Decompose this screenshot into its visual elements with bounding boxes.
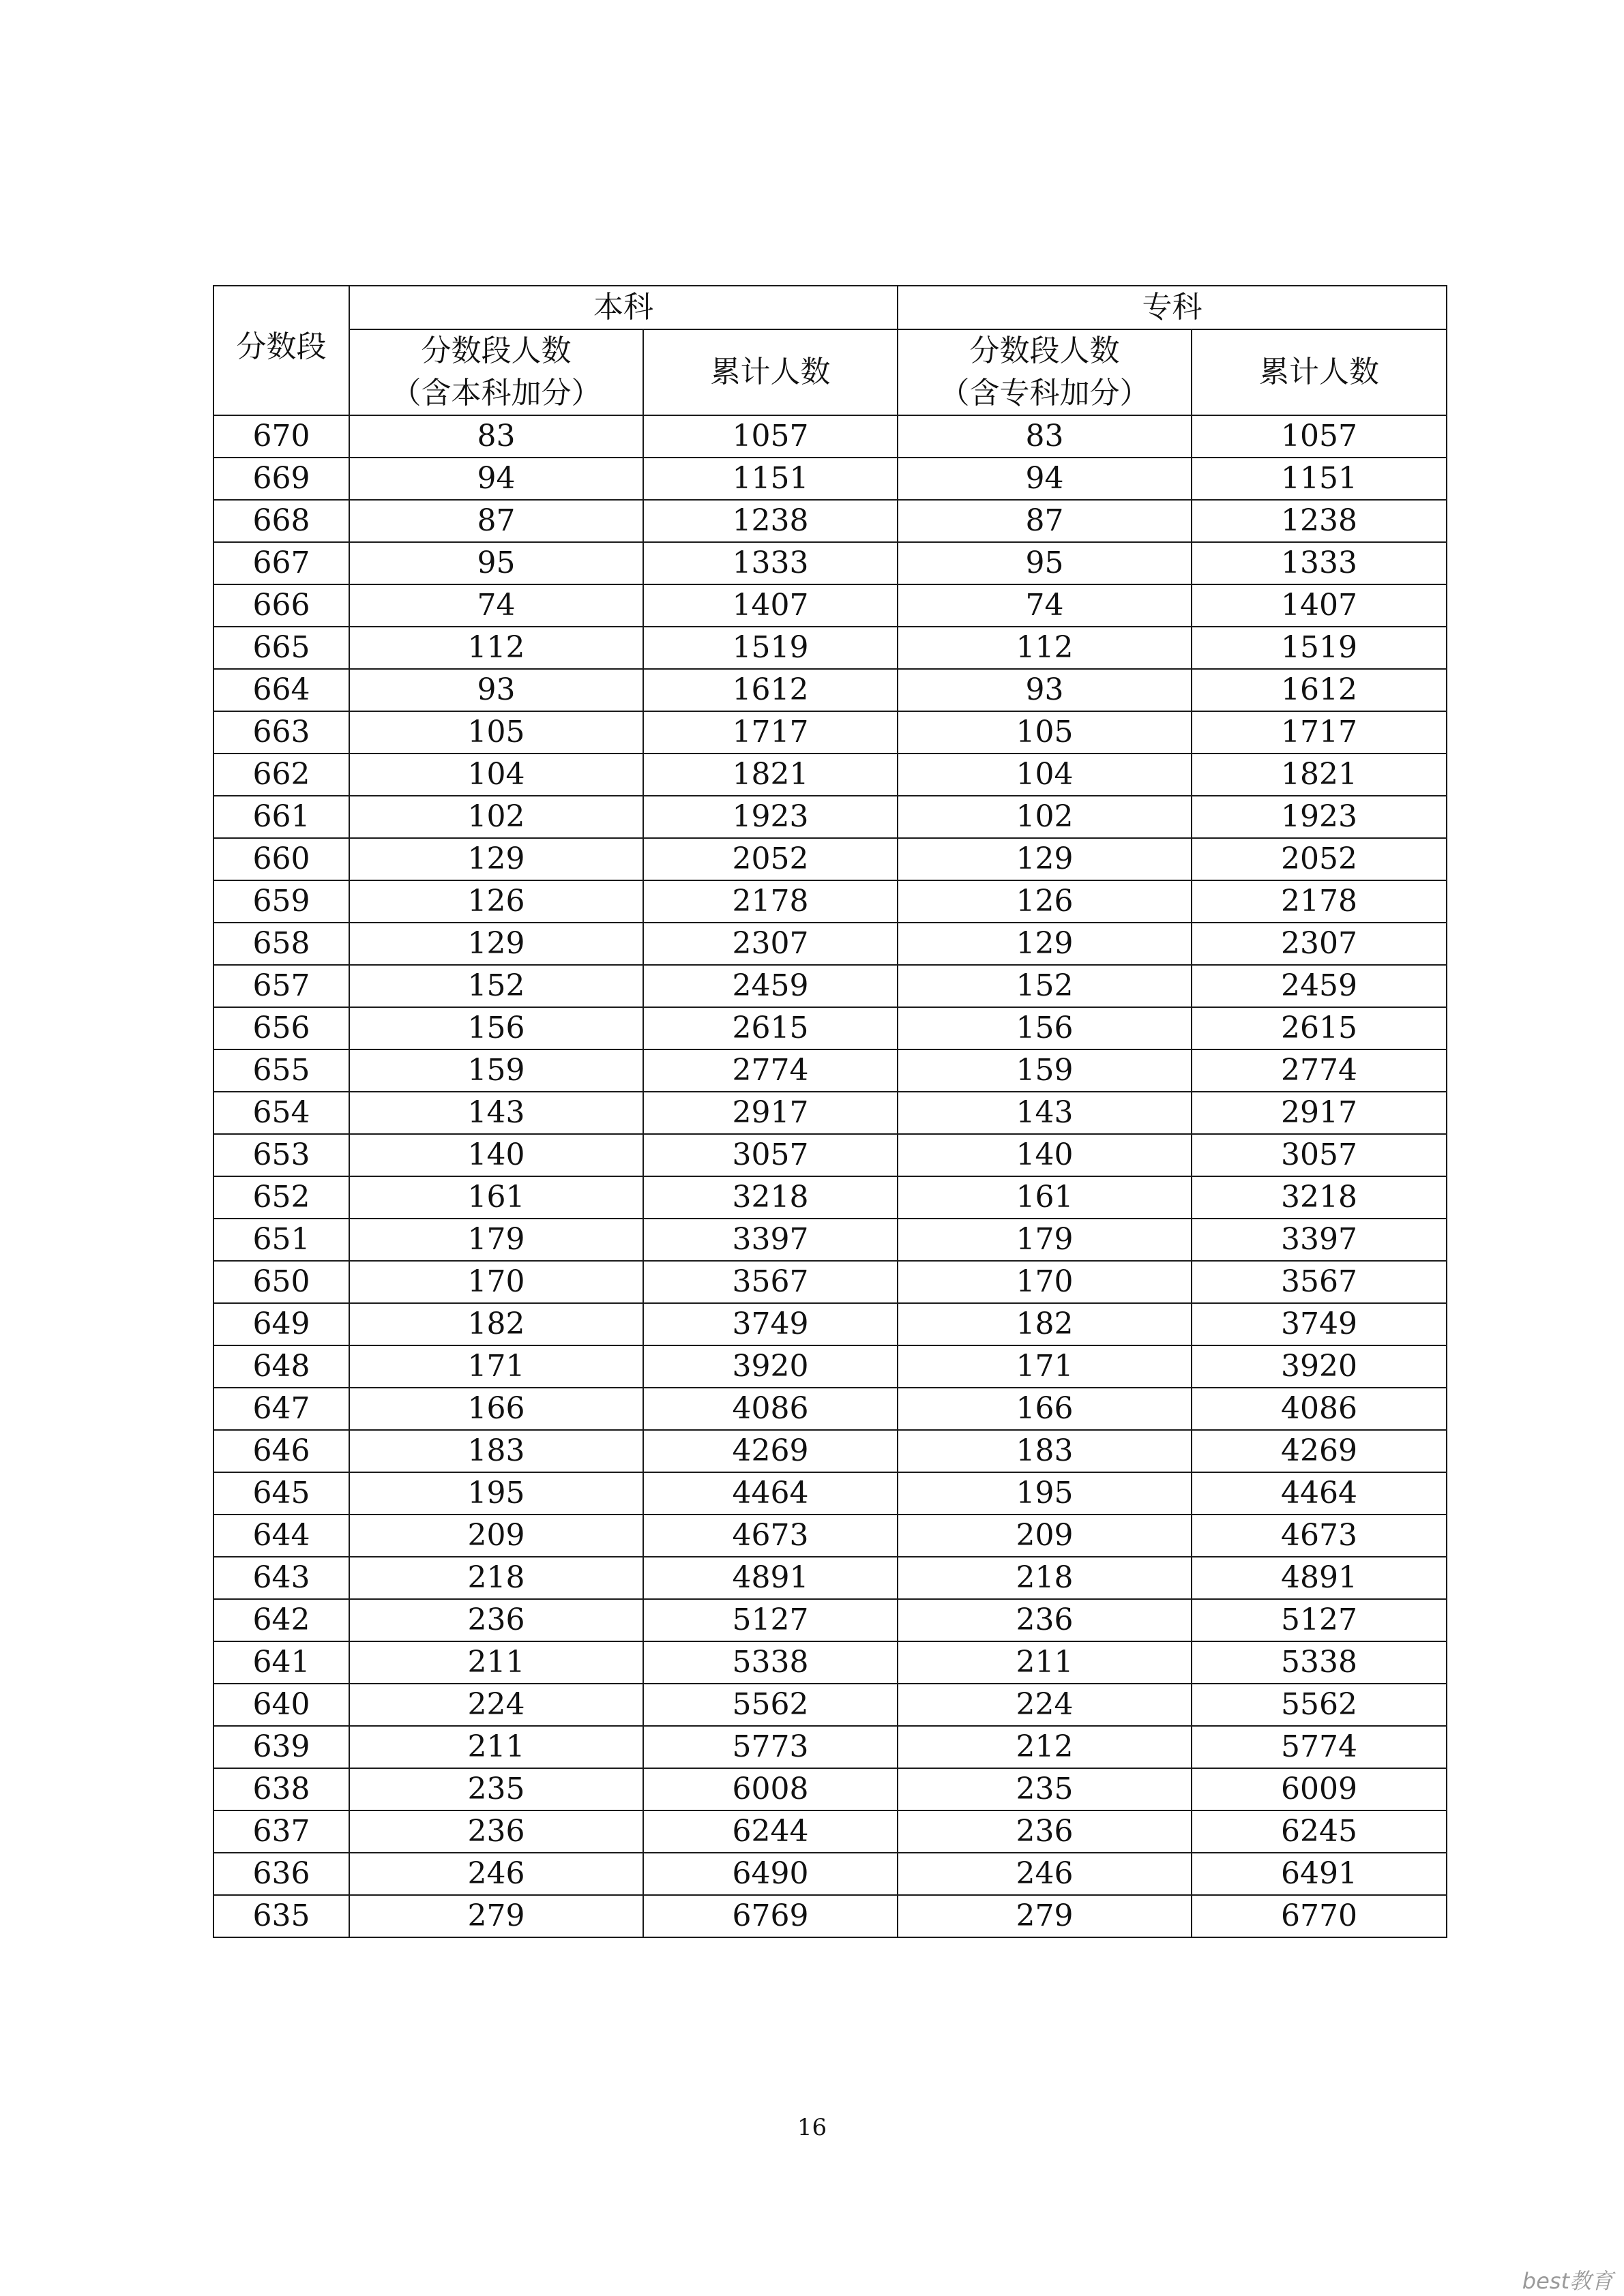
header-row-groups xyxy=(213,286,1447,329)
undergrad-cumulative-cell: 2459 xyxy=(643,965,898,1007)
vocational-cumulative-cell: 1821 xyxy=(1192,754,1447,796)
score-band-cell: 644 xyxy=(213,1515,349,1557)
score-band-cell: 647 xyxy=(213,1388,349,1430)
undergrad-count-cell: 152 xyxy=(349,965,643,1007)
vocational-count-cell: 236 xyxy=(898,1810,1192,1853)
undergrad-count-cell: 94 xyxy=(349,458,643,500)
table-row xyxy=(213,1303,1447,1345)
vocational-count-cell: 102 xyxy=(898,796,1192,838)
vocational-count-cell: 218 xyxy=(898,1557,1192,1599)
score-band-cell: 646 xyxy=(213,1430,349,1472)
undergrad-count-cell: 74 xyxy=(349,584,643,627)
table-row xyxy=(213,1388,1447,1430)
vocational-count-header-line2: （含专科加分） xyxy=(939,376,1150,411)
vocational-count-cell: 143 xyxy=(898,1092,1192,1134)
vocational-cumulative-cell: 4269 xyxy=(1192,1430,1447,1472)
undergrad-cumulative-cell: 3397 xyxy=(643,1219,898,1261)
undergrad-count-cell: 161 xyxy=(349,1176,643,1219)
vocational-count-cell: 182 xyxy=(898,1303,1192,1345)
undergrad-cumulative-cell: 6490 xyxy=(643,1853,898,1895)
table-row xyxy=(213,1515,1447,1557)
undergrad-count-cell: 112 xyxy=(349,627,643,669)
vocational-cumulative-cell: 6770 xyxy=(1192,1895,1447,1937)
undergrad-cumulative-cell: 1238 xyxy=(643,500,898,542)
score-distribution-table xyxy=(213,285,1447,1938)
undergrad-count-cell: 105 xyxy=(349,711,643,754)
score-band-cell: 658 xyxy=(213,923,349,965)
score-band-cell: 655 xyxy=(213,1049,349,1092)
table-row xyxy=(213,669,1447,711)
vocational-count-cell: 112 xyxy=(898,627,1192,669)
vocational-count-cell: 156 xyxy=(898,1007,1192,1049)
score-band-cell: 660 xyxy=(213,838,349,880)
vocational-cumulative-cell: 1612 xyxy=(1192,669,1447,711)
vocational-cumulative-cell: 2178 xyxy=(1192,880,1447,923)
undergrad-cumulative-header: 累计人数 xyxy=(643,329,898,415)
vocational-cumulative-cell: 1333 xyxy=(1192,542,1447,584)
vocational-cumulative-cell: 2917 xyxy=(1192,1092,1447,1134)
table-header xyxy=(213,286,1447,415)
undergrad-count-header xyxy=(349,329,643,415)
vocational-cumulative-cell: 5774 xyxy=(1192,1726,1447,1768)
score-band-cell: 649 xyxy=(213,1303,349,1345)
undergrad-count-cell: 246 xyxy=(349,1853,643,1895)
undergrad-count-cell: 209 xyxy=(349,1515,643,1557)
undergrad-count-cell: 171 xyxy=(349,1345,643,1388)
score-band-cell: 670 xyxy=(213,415,349,458)
vocational-cumulative-cell: 6491 xyxy=(1192,1853,1447,1895)
undergrad-cumulative-cell: 2615 xyxy=(643,1007,898,1049)
undergrad-count-cell: 182 xyxy=(349,1303,643,1345)
score-band-cell: 657 xyxy=(213,965,349,1007)
undergrad-cumulative-cell: 3920 xyxy=(643,1345,898,1388)
table-row xyxy=(213,923,1447,965)
undergrad-cumulative-cell: 5562 xyxy=(643,1684,898,1726)
undergrad-cumulative-cell: 4464 xyxy=(643,1472,898,1515)
table-row xyxy=(213,627,1447,669)
vocational-count-cell: 129 xyxy=(898,923,1192,965)
vocational-cumulative-cell: 2459 xyxy=(1192,965,1447,1007)
vocational-cumulative-cell: 1923 xyxy=(1192,796,1447,838)
undergrad-count-header-line1: 分数段人数 xyxy=(421,333,572,368)
vocational-cumulative-cell: 5127 xyxy=(1192,1599,1447,1641)
undergrad-cumulative-cell: 2052 xyxy=(643,838,898,880)
undergrad-count-cell: 211 xyxy=(349,1641,643,1684)
vocational-cumulative-cell: 3057 xyxy=(1192,1134,1447,1176)
score-band-cell: 641 xyxy=(213,1641,349,1684)
vocational-count-cell: 152 xyxy=(898,965,1192,1007)
vocational-cumulative-header: 累计人数 xyxy=(1192,329,1447,415)
undergrad-count-cell: 166 xyxy=(349,1388,643,1430)
vocational-cumulative-cell: 1717 xyxy=(1192,711,1447,754)
undergrad-count-cell: 236 xyxy=(349,1810,643,1853)
score-band-cell: 659 xyxy=(213,880,349,923)
vocational-count-cell: 159 xyxy=(898,1049,1192,1092)
table-row xyxy=(213,500,1447,542)
table-row xyxy=(213,796,1447,838)
undergrad-cumulative-cell: 4891 xyxy=(643,1557,898,1599)
vocational-cumulative-cell: 3567 xyxy=(1192,1261,1447,1303)
vocational-count-cell: 171 xyxy=(898,1345,1192,1388)
undergrad-cumulative-cell: 2307 xyxy=(643,923,898,965)
undergrad-count-cell: 126 xyxy=(349,880,643,923)
vocational-cumulative-cell: 4673 xyxy=(1192,1515,1447,1557)
table-row xyxy=(213,1684,1447,1726)
score-band-cell: 640 xyxy=(213,1684,349,1726)
table-row xyxy=(213,584,1447,627)
table-row xyxy=(213,711,1447,754)
score-band-cell: 666 xyxy=(213,584,349,627)
table-row xyxy=(213,838,1447,880)
score-band-cell: 645 xyxy=(213,1472,349,1515)
undergrad-count-cell: 95 xyxy=(349,542,643,584)
vocational-cumulative-cell: 4891 xyxy=(1192,1557,1447,1599)
undergrad-count-cell: 170 xyxy=(349,1261,643,1303)
score-band-cell: 668 xyxy=(213,500,349,542)
vocational-count-cell: 235 xyxy=(898,1768,1192,1810)
undergrad-cumulative-cell: 1057 xyxy=(643,415,898,458)
vocational-count-cell: 279 xyxy=(898,1895,1192,1937)
score-band-cell: 635 xyxy=(213,1895,349,1937)
table-body xyxy=(213,415,1447,1937)
vocational-cumulative-cell: 1238 xyxy=(1192,500,1447,542)
table-row xyxy=(213,1049,1447,1092)
score-band-cell: 664 xyxy=(213,669,349,711)
vocational-cumulative-cell: 1519 xyxy=(1192,627,1447,669)
undergrad-count-cell: 156 xyxy=(349,1007,643,1049)
vocational-cumulative-cell: 2052 xyxy=(1192,838,1447,880)
undergrad-cumulative-cell: 4269 xyxy=(643,1430,898,1472)
undergrad-cumulative-cell: 1333 xyxy=(643,542,898,584)
undergrad-cumulative-cell: 6008 xyxy=(643,1768,898,1810)
score-band-cell: 656 xyxy=(213,1007,349,1049)
table-row xyxy=(213,1134,1447,1176)
undergrad-cumulative-cell: 3057 xyxy=(643,1134,898,1176)
vocational-count-cell: 93 xyxy=(898,669,1192,711)
table-row xyxy=(213,415,1447,458)
score-band-cell: 669 xyxy=(213,458,349,500)
table-row xyxy=(213,1219,1447,1261)
vocational-cumulative-cell: 4464 xyxy=(1192,1472,1447,1515)
table-row xyxy=(213,1430,1447,1472)
score-band-cell: 651 xyxy=(213,1219,349,1261)
score-band-cell: 653 xyxy=(213,1134,349,1176)
vocational-count-cell: 166 xyxy=(898,1388,1192,1430)
score-band-cell: 654 xyxy=(213,1092,349,1134)
score-band-cell: 662 xyxy=(213,754,349,796)
table-row xyxy=(213,1472,1447,1515)
undergrad-cumulative-cell: 3218 xyxy=(643,1176,898,1219)
vocational-count-cell: 94 xyxy=(898,458,1192,500)
vocational-count-cell: 87 xyxy=(898,500,1192,542)
undergrad-count-cell: 102 xyxy=(349,796,643,838)
undergrad-count-cell: 83 xyxy=(349,415,643,458)
vocational-cumulative-cell: 2774 xyxy=(1192,1049,1447,1092)
table-row xyxy=(213,1345,1447,1388)
undergrad-count-cell: 224 xyxy=(349,1684,643,1726)
undergrad-count-cell: 87 xyxy=(349,500,643,542)
undergrad-cumulative-cell: 6769 xyxy=(643,1895,898,1937)
table-row xyxy=(213,1895,1447,1937)
vocational-cumulative-cell: 3397 xyxy=(1192,1219,1447,1261)
undergrad-cumulative-cell: 2774 xyxy=(643,1049,898,1092)
undergrad-cumulative-cell: 1519 xyxy=(643,627,898,669)
undergrad-cumulative-cell: 2917 xyxy=(643,1092,898,1134)
score-band-cell: 661 xyxy=(213,796,349,838)
vocational-cumulative-cell: 6245 xyxy=(1192,1810,1447,1853)
vocational-count-cell: 83 xyxy=(898,415,1192,458)
undergrad-count-cell: 236 xyxy=(349,1599,643,1641)
undergrad-cumulative-cell: 5338 xyxy=(643,1641,898,1684)
vocational-count-cell: 183 xyxy=(898,1430,1192,1472)
undergrad-cumulative-cell: 1612 xyxy=(643,669,898,711)
undergrad-cumulative-cell: 2178 xyxy=(643,880,898,923)
vocational-cumulative-cell: 1151 xyxy=(1192,458,1447,500)
undergrad-count-header-line2: （含本科加分） xyxy=(391,376,602,411)
vocational-count-cell: 170 xyxy=(898,1261,1192,1303)
score-band-cell: 636 xyxy=(213,1853,349,1895)
vocational-count-cell: 129 xyxy=(898,838,1192,880)
undergrad-cumulative-cell: 1923 xyxy=(643,796,898,838)
table-row xyxy=(213,1557,1447,1599)
vocational-cumulative-cell: 4086 xyxy=(1192,1388,1447,1430)
undergrad-count-cell: 183 xyxy=(349,1430,643,1472)
undergrad-cumulative-cell: 3749 xyxy=(643,1303,898,1345)
undergrad-count-cell: 93 xyxy=(349,669,643,711)
score-band-cell: 650 xyxy=(213,1261,349,1303)
table-row xyxy=(213,1810,1447,1853)
undergrad-count-cell: 159 xyxy=(349,1049,643,1092)
table-row xyxy=(213,1726,1447,1768)
vocational-cumulative-cell: 3920 xyxy=(1192,1345,1447,1388)
vocational-count-cell: 211 xyxy=(898,1641,1192,1684)
score-band-cell: 637 xyxy=(213,1810,349,1853)
score-band-cell: 638 xyxy=(213,1768,349,1810)
undergrad-cumulative-cell: 3567 xyxy=(643,1261,898,1303)
vocational-cumulative-cell: 6009 xyxy=(1192,1768,1447,1810)
undergrad-group-header: 本科 xyxy=(349,286,898,329)
vocational-cumulative-cell: 1057 xyxy=(1192,415,1447,458)
undergrad-count-cell: 195 xyxy=(349,1472,643,1515)
table-row xyxy=(213,1261,1447,1303)
vocational-count-cell: 246 xyxy=(898,1853,1192,1895)
undergrad-cumulative-cell: 4673 xyxy=(643,1515,898,1557)
vocational-group-header: 专科 xyxy=(898,286,1447,329)
score-band-cell: 643 xyxy=(213,1557,349,1599)
undergrad-cumulative-cell: 1717 xyxy=(643,711,898,754)
vocational-cumulative-cell: 1407 xyxy=(1192,584,1447,627)
table-row xyxy=(213,1641,1447,1684)
vocational-count-cell: 95 xyxy=(898,542,1192,584)
page-number: 16 xyxy=(797,2114,827,2141)
score-band-cell: 639 xyxy=(213,1726,349,1768)
undergrad-count-cell: 235 xyxy=(349,1768,643,1810)
undergrad-count-cell: 218 xyxy=(349,1557,643,1599)
vocational-count-cell: 212 xyxy=(898,1726,1192,1768)
vocational-cumulative-cell: 3218 xyxy=(1192,1176,1447,1219)
score-band-cell: 667 xyxy=(213,542,349,584)
score-band-cell: 652 xyxy=(213,1176,349,1219)
table-row xyxy=(213,1092,1447,1134)
vocational-count-header-line1: 分数段人数 xyxy=(969,333,1120,368)
undergrad-count-cell: 211 xyxy=(349,1726,643,1768)
undergrad-count-cell: 129 xyxy=(349,838,643,880)
vocational-count-cell: 74 xyxy=(898,584,1192,627)
score-band-header: 分数段 xyxy=(213,286,349,415)
table-row xyxy=(213,880,1447,923)
score-band-cell: 665 xyxy=(213,627,349,669)
watermark: best教育 xyxy=(1522,2268,1613,2294)
undergrad-cumulative-cell: 1407 xyxy=(643,584,898,627)
score-band-cell: 642 xyxy=(213,1599,349,1641)
table-row xyxy=(213,1176,1447,1219)
vocational-count-cell: 140 xyxy=(898,1134,1192,1176)
table-row xyxy=(213,1007,1447,1049)
undergrad-cumulative-cell: 6244 xyxy=(643,1810,898,1853)
vocational-count-cell: 195 xyxy=(898,1472,1192,1515)
vocational-count-cell: 161 xyxy=(898,1176,1192,1219)
table-row xyxy=(213,754,1447,796)
table-row xyxy=(213,542,1447,584)
vocational-cumulative-cell: 5338 xyxy=(1192,1641,1447,1684)
vocational-cumulative-cell: 2615 xyxy=(1192,1007,1447,1049)
score-band-cell: 663 xyxy=(213,711,349,754)
table-row xyxy=(213,1768,1447,1810)
undergrad-cumulative-cell: 5773 xyxy=(643,1726,898,1768)
vocational-count-header xyxy=(898,329,1192,415)
vocational-count-cell: 179 xyxy=(898,1219,1192,1261)
table-row xyxy=(213,1599,1447,1641)
undergrad-count-cell: 279 xyxy=(349,1895,643,1937)
undergrad-count-cell: 129 xyxy=(349,923,643,965)
undergrad-count-cell: 140 xyxy=(349,1134,643,1176)
table-row xyxy=(213,1853,1447,1895)
undergrad-cumulative-cell: 5127 xyxy=(643,1599,898,1641)
header-row-columns xyxy=(213,329,1447,415)
undergrad-count-cell: 179 xyxy=(349,1219,643,1261)
vocational-count-cell: 224 xyxy=(898,1684,1192,1726)
undergrad-cumulative-cell: 4086 xyxy=(643,1388,898,1430)
vocational-count-cell: 209 xyxy=(898,1515,1192,1557)
vocational-count-cell: 126 xyxy=(898,880,1192,923)
vocational-cumulative-cell: 5562 xyxy=(1192,1684,1447,1726)
undergrad-cumulative-cell: 1821 xyxy=(643,754,898,796)
undergrad-cumulative-cell: 1151 xyxy=(643,458,898,500)
vocational-cumulative-cell: 2307 xyxy=(1192,923,1447,965)
undergrad-count-cell: 143 xyxy=(349,1092,643,1134)
table-row xyxy=(213,965,1447,1007)
undergrad-count-cell: 104 xyxy=(349,754,643,796)
vocational-count-cell: 236 xyxy=(898,1599,1192,1641)
vocational-count-cell: 104 xyxy=(898,754,1192,796)
table-row xyxy=(213,458,1447,500)
vocational-cumulative-cell: 3749 xyxy=(1192,1303,1447,1345)
score-band-cell: 648 xyxy=(213,1345,349,1388)
vocational-count-cell: 105 xyxy=(898,711,1192,754)
